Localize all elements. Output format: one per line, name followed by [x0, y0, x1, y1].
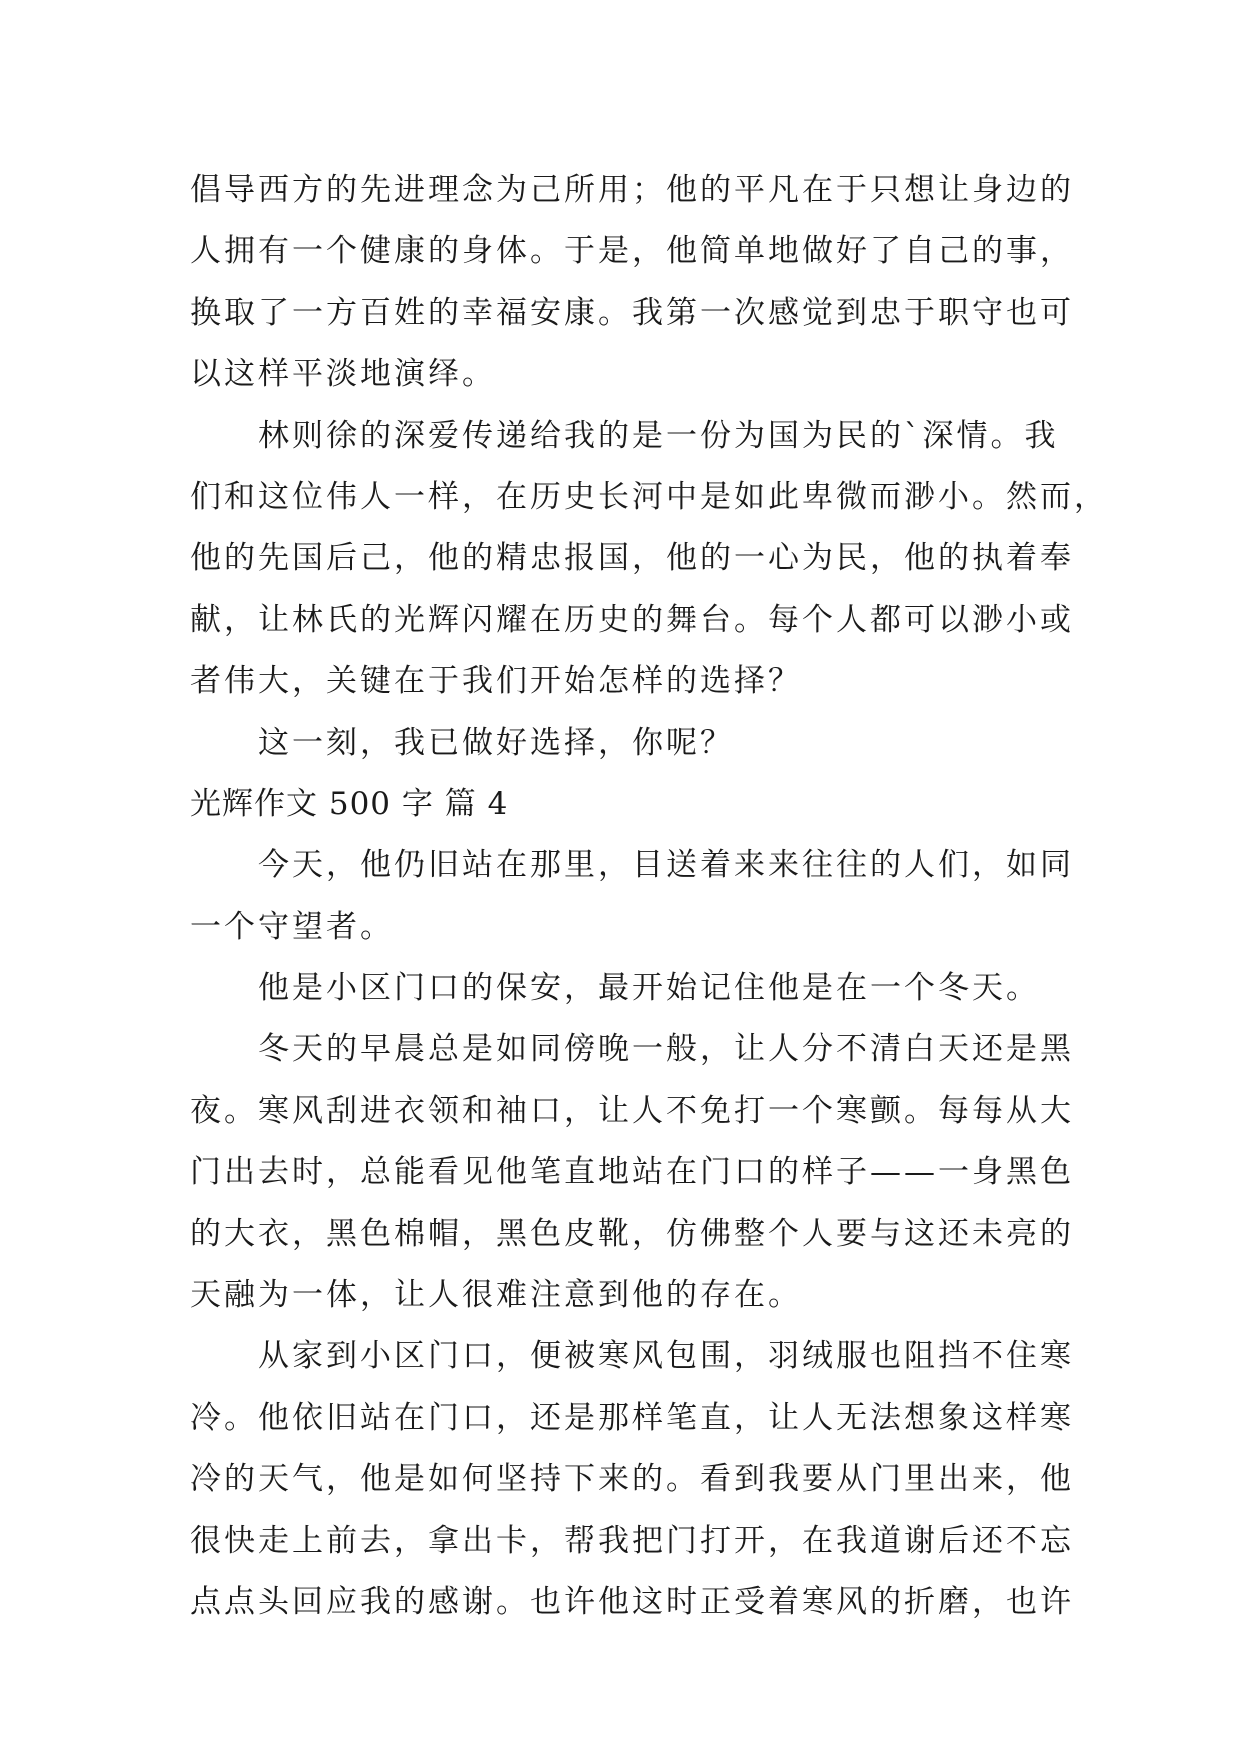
text-line: 今天，他仍旧站在那里，目送着来来往往的人们，如同 [258, 847, 1074, 884]
text-line: 他的先国后己，他的精忠报国，他的一心为民，他的执着奉 [190, 540, 1074, 577]
text-line: 很快走上前去，拿出卡，帮我把门打开，在我道谢后还不忘 [190, 1522, 1074, 1559]
text-line: 冬天的早晨总是如同傍晚一般，让人分不清白天还是黑 [258, 1031, 1074, 1068]
text-line: 冷的天气，他是如何坚持下来的。看到我要从门里出来，他 [190, 1461, 1074, 1498]
text-line: 天融为一体，让人很难注意到他的存在。 [190, 1277, 802, 1314]
text-line: 门出去时，总能看见他笔直地站在门口的样子——一身黑色 [190, 1154, 1074, 1191]
paragraph-block-1 [190, 160, 1108, 774]
text-line: 倡导西方的先进理念为己所用；他的平凡在于只想让身边的 [190, 172, 1074, 208]
text-line: 冷。他依旧站在门口，还是那样笔直，让人无法想象这样寒 [190, 1399, 1074, 1436]
text-line: 换取了一方百姓的幸福安康。我第一次感觉到忠于职守也可 [190, 294, 1074, 331]
text-line: 献，让林氏的光辉闪耀在历史的舞台。每个人都可以渺小或 [190, 601, 1074, 638]
text-line: 人拥有一个健康的身体。于是，他简单地做好了自己的事， [190, 233, 1074, 270]
paragraph-block-2 [190, 835, 1074, 1633]
text-line: 点点头回应我的感谢。也许他这时正受着寒风的折磨，也许 [190, 1583, 1074, 1620]
section-heading: 光辉作文 500 字 篇 4 [190, 785, 509, 822]
text-line: 们和这位伟人一样，在历史长河中是如此卑微而渺小。然而， [190, 478, 1108, 515]
text-line: 的大衣，黑色棉帽，黑色皮靴，仿佛整个人要与这还未亮的 [190, 1215, 1074, 1252]
document-body [190, 160, 1108, 1633]
text-line: 这一刻，我已做好选择，你呢？ [258, 724, 734, 761]
text-line: 从家到小区门口，便被寒风包围，羽绒服也阻挡不住寒 [258, 1338, 1074, 1375]
text-line: 他是小区门口的保安，最开始记住他是在一个冬天。 [258, 970, 1040, 1007]
text-line: 夜。寒风刮进衣领和袖口，让人不免打一个寒颤。每每从大 [190, 1092, 1074, 1129]
text-line: 林则徐的深爱传递给我的是一份为国为民的`深情。我 [258, 417, 1059, 454]
text-line: 以这样平淡地演绎。 [190, 356, 496, 393]
text-line: 者伟大，关键在于我们开始怎样的选择？ [190, 663, 802, 700]
text-line: 一个守望者。 [190, 908, 394, 945]
